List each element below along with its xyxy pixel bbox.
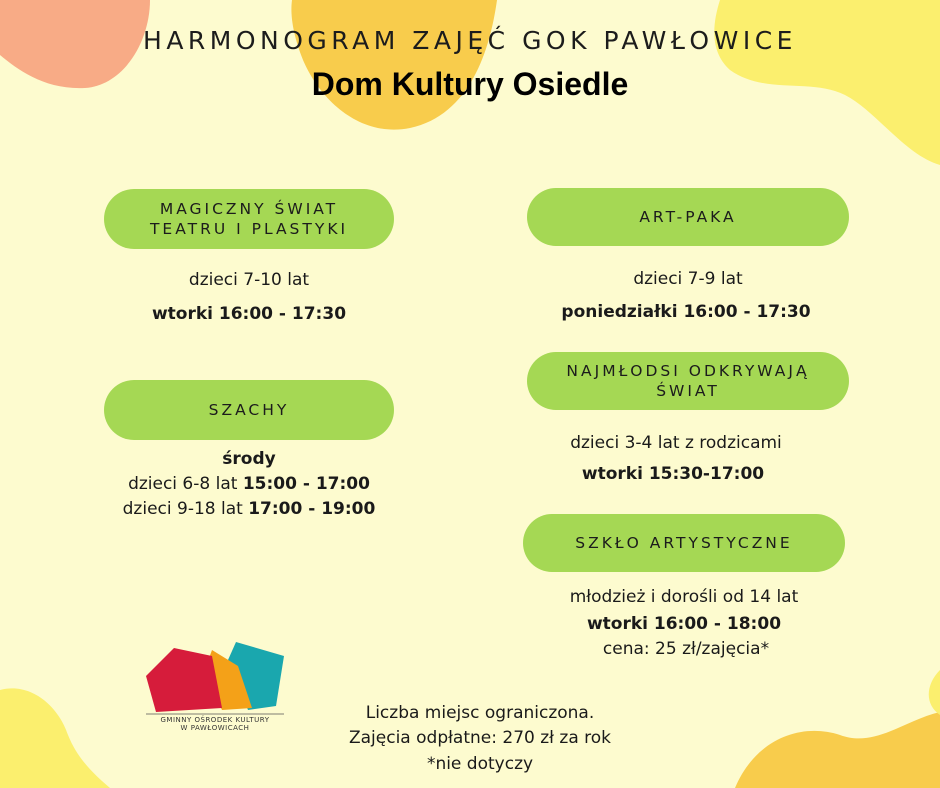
logo-text-line1: GMINNY OŚRODEK KULTURY xyxy=(160,716,270,724)
activity-schedule-artpaka: poniedziałki 16:00 - 17:30 xyxy=(561,302,811,322)
group1-label: dzieci 6-8 lat xyxy=(128,474,243,494)
activity-name-line2: TEATRU I PLASTYKI xyxy=(149,220,349,238)
orange-blob xyxy=(291,0,497,130)
activity-pill-szachy xyxy=(104,380,394,440)
activity-pill-najmlodsi xyxy=(527,352,849,410)
page-subtitle: Dom Kultury Osiedle xyxy=(311,66,629,102)
activity-age-artpaka: dzieci 7-9 lat xyxy=(633,269,743,289)
activity-name: ART-PAKA xyxy=(639,208,737,226)
activity-name-line1: MAGICZNY ŚWIAT xyxy=(159,200,339,218)
yellow-blob-bottom-left xyxy=(0,688,110,788)
footer-line3: *nie dotyczy xyxy=(426,754,534,774)
activity-pill-magiczny xyxy=(104,189,394,249)
yellow-blob-right-edge xyxy=(929,670,940,715)
group2-time: 17:00 - 19:00 xyxy=(248,499,376,519)
page-title: HARMONOGRAM ZAJĘĆ GOK PAWŁOWICE xyxy=(143,26,797,55)
activity-group1-szachy xyxy=(104,474,394,494)
footer-line2: Zajęcia odpłatne: 270 zł za rok xyxy=(348,728,611,748)
orange-blob-bottom-right xyxy=(735,712,940,788)
group2-label: dzieci 9-18 lat xyxy=(122,499,249,519)
activity-name-line2: ŚWIAT xyxy=(656,382,720,400)
activity-name: SZKŁO ARTYSTYCZNE xyxy=(575,534,793,552)
gok-logo xyxy=(140,636,290,736)
activity-age-magiczny: dzieci 7-10 lat xyxy=(188,270,310,290)
activity-schedule-szklo: wtorki 16:00 - 18:00 xyxy=(586,614,782,634)
activity-price-szklo: cena: 25 zł/zajęcia* xyxy=(602,639,770,659)
activity-schedule-najmlodsi: wtorki 15:30-17:00 xyxy=(581,464,765,484)
footer-line1: Liczba miejsc ograniczona. xyxy=(365,703,595,723)
activity-name: SZACHY xyxy=(208,401,290,419)
activity-schedule-magiczny: wtorki 16:00 - 17:30 xyxy=(151,304,347,324)
logo-text-line2: W PAWŁOWICACH xyxy=(180,724,250,732)
activity-day-szachy: środy xyxy=(222,449,276,469)
activity-age-najmlodsi: dzieci 3-4 lat z rodzicami xyxy=(570,433,782,453)
activity-pill-szklo xyxy=(523,514,845,572)
activity-group2-szachy xyxy=(96,499,402,519)
group1-time: 15:00 - 17:00 xyxy=(242,474,370,494)
activity-name-line1: NAJMŁODSI ODKRYWAJĄ xyxy=(566,362,810,380)
activity-pill-artpaka xyxy=(527,188,849,246)
activity-age-szklo: młodzież i dorośli od 14 lat xyxy=(569,587,799,607)
